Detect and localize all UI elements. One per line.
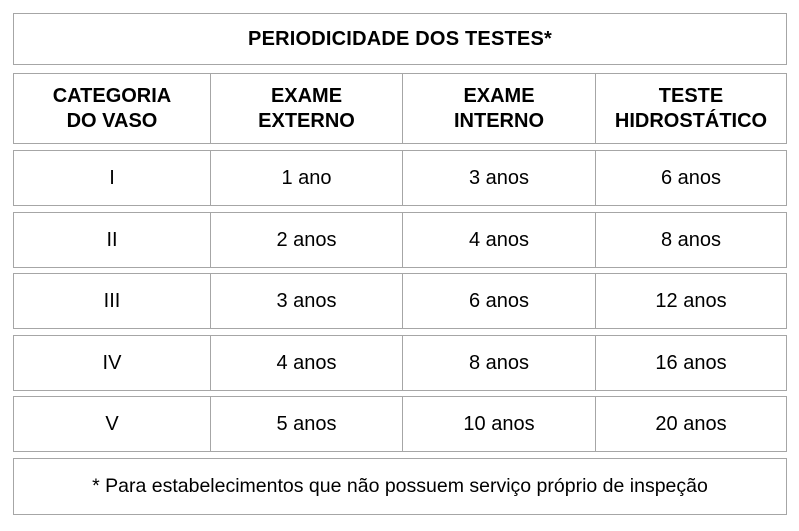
cell-teste-hidrostatico: 8 anos <box>660 228 722 251</box>
footnote-box <box>13 458 787 515</box>
cell-exame-externo: 5 anos <box>211 397 403 451</box>
table-row <box>13 150 787 206</box>
header-teste-hidrostatico: TESTE HIDROSTÁTICO <box>614 84 768 132</box>
table-row <box>13 212 787 268</box>
cell-exame-externo: 3 anos <box>211 274 403 328</box>
cell-exame-interno: 6 anos <box>403 274 596 328</box>
cell-exame-externo: 4 anos <box>211 336 403 390</box>
header-exame-interno: EXAME INTERNO <box>403 74 596 143</box>
table-row <box>13 273 787 329</box>
header-exame-externo: EXAME EXTERNO <box>211 74 403 143</box>
cell-teste-hidrostatico: 16 anos <box>655 351 727 374</box>
cell-categoria: III <box>14 274 211 328</box>
table-title-box <box>13 13 787 65</box>
cell-teste-hidrostatico: 20 anos <box>655 412 727 435</box>
footnote: * Para estabelecimentos que não possuem serviço próprio de inspeção <box>92 475 708 497</box>
table-row <box>13 335 787 391</box>
cell-exame-interno: 10 anos <box>403 397 596 451</box>
table-row <box>13 396 787 452</box>
cell-categoria: I <box>14 151 211 205</box>
cell-categoria: IV <box>14 336 211 390</box>
header-categoria: CATEGORIA DO VASO <box>14 74 211 143</box>
cell-exame-interno: 4 anos <box>403 213 596 267</box>
table-title: PERIODICIDADE DOS TESTES* <box>248 27 552 50</box>
cell-exame-externo: 2 anos <box>211 213 403 267</box>
cell-exame-externo: 1 ano <box>211 151 403 205</box>
cell-teste-hidrostatico: 12 anos <box>655 289 727 312</box>
cell-exame-interno: 3 anos <box>403 151 596 205</box>
cell-exame-interno: 8 anos <box>403 336 596 390</box>
cell-categoria: II <box>14 213 211 267</box>
cell-teste-hidrostatico: 6 anos <box>660 166 722 189</box>
cell-categoria: V <box>14 397 211 451</box>
table-header <box>13 73 787 144</box>
header-row <box>14 74 786 143</box>
